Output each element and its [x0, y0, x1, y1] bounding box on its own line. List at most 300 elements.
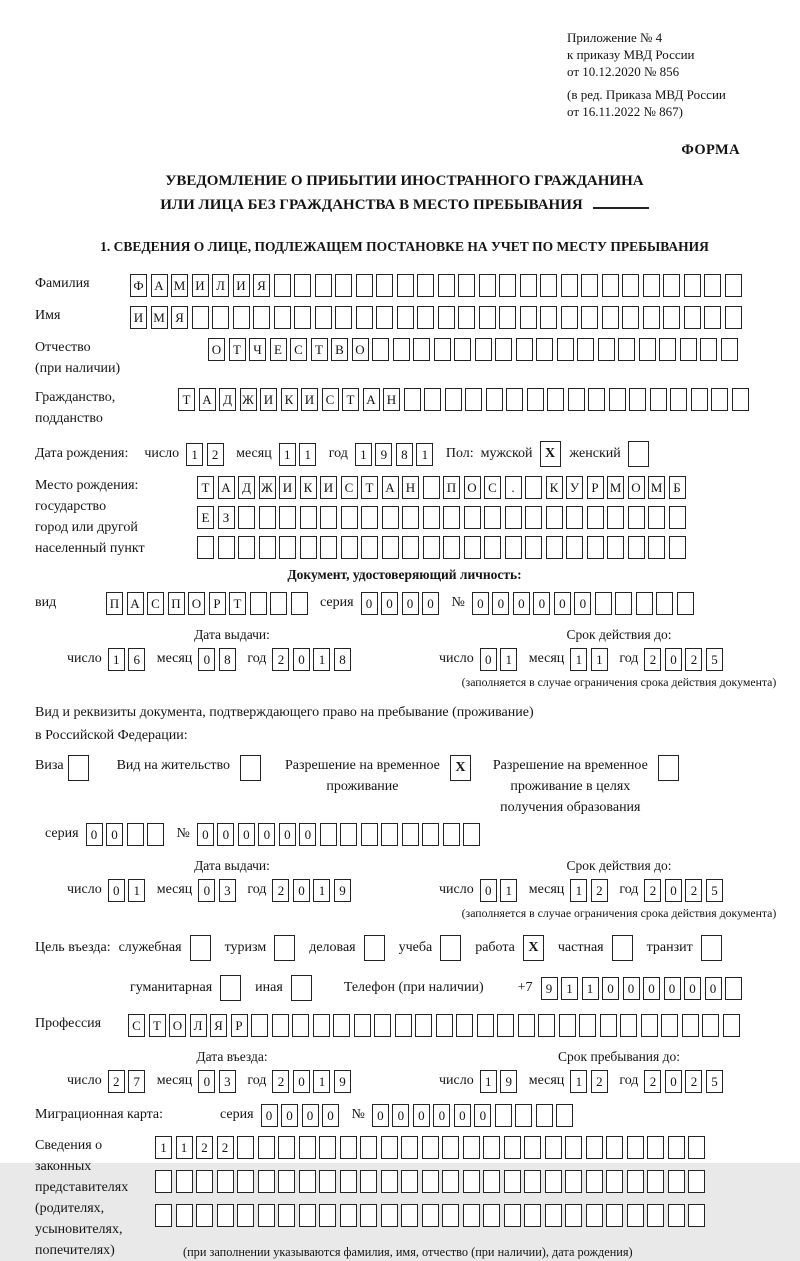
char-cell[interactable]: [360, 1204, 377, 1227]
char-cell[interactable]: [197, 536, 214, 559]
char-cell[interactable]: [545, 1136, 562, 1159]
char-cell[interactable]: [443, 536, 460, 559]
char-cell[interactable]: [620, 1014, 637, 1037]
char-cell[interactable]: [688, 1204, 705, 1227]
char-cell[interactable]: М: [607, 476, 624, 499]
char-cell[interactable]: [606, 1204, 623, 1227]
char-cell[interactable]: [546, 506, 563, 529]
char-cell[interactable]: 2: [108, 1070, 125, 1093]
char-cell[interactable]: [650, 388, 667, 411]
char-cell[interactable]: П: [106, 592, 123, 615]
char-cell[interactable]: [515, 1104, 532, 1127]
char-cell[interactable]: [668, 1204, 685, 1227]
char-cell[interactable]: [484, 506, 501, 529]
char-cell[interactable]: .: [505, 476, 522, 499]
official-checkbox[interactable]: [190, 935, 211, 961]
char-cell[interactable]: [516, 338, 533, 361]
char-cell[interactable]: А: [363, 388, 380, 411]
char-cell[interactable]: [587, 536, 604, 559]
char-cell[interactable]: [423, 506, 440, 529]
char-cell[interactable]: [636, 592, 653, 615]
char-cell[interactable]: [258, 1170, 275, 1193]
char-cell[interactable]: [499, 306, 516, 329]
char-cell[interactable]: [442, 1170, 459, 1193]
char-cell[interactable]: [315, 306, 332, 329]
char-cell[interactable]: Т: [229, 338, 246, 361]
char-cell[interactable]: [424, 388, 441, 411]
char-cell[interactable]: [618, 338, 635, 361]
char-cell[interactable]: [217, 1170, 234, 1193]
char-cell[interactable]: Р: [209, 592, 226, 615]
char-cell[interactable]: [682, 1014, 699, 1037]
char-cell[interactable]: 0: [372, 1104, 389, 1127]
char-cell[interactable]: [395, 1014, 412, 1037]
char-cell[interactable]: [565, 1170, 582, 1193]
char-cell[interactable]: [279, 506, 296, 529]
char-cell[interactable]: [607, 536, 624, 559]
char-cell[interactable]: 2: [685, 1070, 702, 1093]
char-cell[interactable]: [622, 306, 639, 329]
char-cell[interactable]: [319, 1204, 336, 1227]
char-cell[interactable]: [381, 1204, 398, 1227]
char-cell[interactable]: Я: [253, 274, 270, 297]
char-cell[interactable]: [536, 338, 553, 361]
char-cell[interactable]: 0: [492, 592, 509, 615]
char-cell[interactable]: 1: [582, 977, 599, 1000]
char-cell[interactable]: [434, 338, 451, 361]
char-cell[interactable]: [711, 388, 728, 411]
char-cell[interactable]: [538, 1014, 555, 1037]
char-cell[interactable]: Т: [178, 388, 195, 411]
char-cell[interactable]: [670, 388, 687, 411]
char-cell[interactable]: [300, 536, 317, 559]
char-cell[interactable]: [704, 274, 721, 297]
char-cell[interactable]: А: [199, 388, 216, 411]
char-cell[interactable]: 1: [570, 648, 587, 671]
char-cell[interactable]: [677, 592, 694, 615]
char-cell[interactable]: 0: [433, 1104, 450, 1127]
char-cell[interactable]: 5: [706, 879, 723, 902]
char-cell[interactable]: [320, 506, 337, 529]
char-cell[interactable]: 2: [272, 1070, 289, 1093]
char-cell[interactable]: [691, 388, 708, 411]
char-cell[interactable]: 0: [293, 879, 310, 902]
char-cell[interactable]: М: [171, 274, 188, 297]
char-cell[interactable]: 0: [533, 592, 550, 615]
char-cell[interactable]: [527, 388, 544, 411]
char-cell[interactable]: 2: [272, 879, 289, 902]
char-cell[interactable]: [354, 1014, 371, 1037]
char-cell[interactable]: 1: [155, 1136, 172, 1159]
char-cell[interactable]: [299, 1170, 316, 1193]
char-cell[interactable]: Т: [229, 592, 246, 615]
char-cell[interactable]: [258, 1136, 275, 1159]
char-cell[interactable]: К: [546, 476, 563, 499]
char-cell[interactable]: [376, 306, 393, 329]
char-cell[interactable]: 8: [334, 648, 351, 671]
char-cell[interactable]: П: [443, 476, 460, 499]
char-cell[interactable]: [581, 306, 598, 329]
char-cell[interactable]: 0: [480, 879, 497, 902]
char-cell[interactable]: [723, 1014, 740, 1037]
char-cell[interactable]: 0: [474, 1104, 491, 1127]
char-cell[interactable]: 1: [299, 443, 316, 466]
char-cell[interactable]: [422, 1204, 439, 1227]
char-cell[interactable]: [547, 388, 564, 411]
char-cell[interactable]: 8: [219, 648, 236, 671]
char-cell[interactable]: И: [233, 274, 250, 297]
char-cell[interactable]: Я: [171, 306, 188, 329]
char-cell[interactable]: [700, 338, 717, 361]
char-cell[interactable]: Л: [190, 1014, 207, 1037]
char-cell[interactable]: 0: [322, 1104, 339, 1127]
char-cell[interactable]: [725, 274, 742, 297]
char-cell[interactable]: [586, 1204, 603, 1227]
char-cell[interactable]: [561, 274, 578, 297]
char-cell[interactable]: [320, 823, 337, 846]
char-cell[interactable]: [319, 1170, 336, 1193]
char-cell[interactable]: [627, 1204, 644, 1227]
char-cell[interactable]: [661, 1014, 678, 1037]
char-cell[interactable]: [606, 1136, 623, 1159]
char-cell[interactable]: Т: [342, 388, 359, 411]
char-cell[interactable]: [259, 506, 276, 529]
char-cell[interactable]: 1: [313, 648, 330, 671]
char-cell[interactable]: О: [188, 592, 205, 615]
char-cell[interactable]: 0: [198, 648, 215, 671]
char-cell[interactable]: [499, 274, 516, 297]
char-cell[interactable]: [607, 506, 624, 529]
char-cell[interactable]: [299, 1204, 316, 1227]
char-cell[interactable]: [335, 306, 352, 329]
char-cell[interactable]: 6: [128, 648, 145, 671]
char-cell[interactable]: 2: [685, 648, 702, 671]
char-cell[interactable]: [668, 1170, 685, 1193]
char-cell[interactable]: 1: [128, 879, 145, 902]
char-cell[interactable]: 0: [472, 592, 489, 615]
char-cell[interactable]: [615, 592, 632, 615]
char-cell[interactable]: [556, 1104, 573, 1127]
char-cell[interactable]: 0: [238, 823, 255, 846]
char-cell[interactable]: [238, 506, 255, 529]
char-cell[interactable]: [520, 274, 537, 297]
char-cell[interactable]: А: [151, 274, 168, 297]
char-cell[interactable]: [565, 1136, 582, 1159]
char-cell[interactable]: Д: [238, 476, 255, 499]
char-cell[interactable]: 9: [541, 977, 558, 1000]
char-cell[interactable]: С: [484, 476, 501, 499]
female-checkbox[interactable]: [628, 441, 649, 467]
char-cell[interactable]: [561, 306, 578, 329]
char-cell[interactable]: [319, 1136, 336, 1159]
char-cell[interactable]: Е: [270, 338, 287, 361]
char-cell[interactable]: [463, 1136, 480, 1159]
char-cell[interactable]: 0: [705, 977, 722, 1000]
char-cell[interactable]: [217, 1204, 234, 1227]
char-cell[interactable]: 0: [392, 1104, 409, 1127]
char-cell[interactable]: [702, 1014, 719, 1037]
char-cell[interactable]: 1: [355, 443, 372, 466]
char-cell[interactable]: 9: [334, 1070, 351, 1093]
char-cell[interactable]: 5: [706, 1070, 723, 1093]
char-cell[interactable]: [663, 274, 680, 297]
char-cell[interactable]: [684, 306, 701, 329]
char-cell[interactable]: 9: [375, 443, 392, 466]
char-cell[interactable]: [422, 823, 439, 846]
char-cell[interactable]: [436, 1014, 453, 1037]
char-cell[interactable]: [540, 306, 557, 329]
char-cell[interactable]: [415, 1014, 432, 1037]
char-cell[interactable]: 9: [334, 879, 351, 902]
char-cell[interactable]: [294, 306, 311, 329]
char-cell[interactable]: [442, 1136, 459, 1159]
char-cell[interactable]: [274, 306, 291, 329]
char-cell[interactable]: 0: [261, 1104, 278, 1127]
char-cell[interactable]: [218, 536, 235, 559]
char-cell[interactable]: [382, 506, 399, 529]
char-cell[interactable]: [381, 823, 398, 846]
char-cell[interactable]: [341, 536, 358, 559]
char-cell[interactable]: [238, 536, 255, 559]
char-cell[interactable]: [505, 536, 522, 559]
male-checkbox[interactable]: X: [540, 441, 561, 467]
char-cell[interactable]: [274, 274, 291, 297]
char-cell[interactable]: Ф: [130, 274, 147, 297]
char-cell[interactable]: [381, 1170, 398, 1193]
char-cell[interactable]: [278, 1204, 295, 1227]
char-cell[interactable]: Т: [361, 476, 378, 499]
char-cell[interactable]: [524, 1136, 541, 1159]
char-cell[interactable]: [579, 1014, 596, 1037]
char-cell[interactable]: [484, 536, 501, 559]
char-cell[interactable]: [463, 1204, 480, 1227]
temp-residence-checkbox[interactable]: X: [450, 755, 471, 781]
char-cell[interactable]: [602, 306, 619, 329]
char-cell[interactable]: А: [127, 592, 144, 615]
char-cell[interactable]: [463, 1170, 480, 1193]
char-cell[interactable]: [423, 536, 440, 559]
char-cell[interactable]: 1: [313, 879, 330, 902]
char-cell[interactable]: [422, 1170, 439, 1193]
work-checkbox[interactable]: X: [523, 935, 544, 961]
char-cell[interactable]: [595, 592, 612, 615]
char-cell[interactable]: 1: [570, 879, 587, 902]
char-cell[interactable]: [475, 338, 492, 361]
char-cell[interactable]: [495, 338, 512, 361]
char-cell[interactable]: [361, 506, 378, 529]
char-cell[interactable]: [417, 274, 434, 297]
char-cell[interactable]: 0: [293, 648, 310, 671]
char-cell[interactable]: [294, 274, 311, 297]
char-cell[interactable]: [393, 338, 410, 361]
private-checkbox[interactable]: [612, 935, 633, 961]
char-cell[interactable]: [648, 536, 665, 559]
char-cell[interactable]: [486, 388, 503, 411]
char-cell[interactable]: [335, 274, 352, 297]
temp-residence-edu-checkbox[interactable]: [658, 755, 679, 781]
char-cell[interactable]: [525, 506, 542, 529]
char-cell[interactable]: [643, 306, 660, 329]
char-cell[interactable]: О: [208, 338, 225, 361]
char-cell[interactable]: 1: [561, 977, 578, 1000]
char-cell[interactable]: Т: [197, 476, 214, 499]
char-cell[interactable]: [397, 274, 414, 297]
char-cell[interactable]: М: [648, 476, 665, 499]
char-cell[interactable]: [315, 274, 332, 297]
char-cell[interactable]: 0: [574, 592, 591, 615]
char-cell[interactable]: [361, 823, 378, 846]
char-cell[interactable]: 0: [381, 592, 398, 615]
char-cell[interactable]: [586, 1170, 603, 1193]
char-cell[interactable]: С: [128, 1014, 145, 1037]
char-cell[interactable]: 1: [570, 1070, 587, 1093]
char-cell[interactable]: [647, 1170, 664, 1193]
char-cell[interactable]: [176, 1204, 193, 1227]
char-cell[interactable]: [212, 306, 229, 329]
char-cell[interactable]: [669, 536, 686, 559]
char-cell[interactable]: [628, 506, 645, 529]
char-cell[interactable]: [272, 1014, 289, 1037]
char-cell[interactable]: [483, 1170, 500, 1193]
char-cell[interactable]: 2: [685, 879, 702, 902]
char-cell[interactable]: [404, 388, 421, 411]
char-cell[interactable]: 0: [281, 1104, 298, 1127]
char-cell[interactable]: В: [331, 338, 348, 361]
char-cell[interactable]: О: [169, 1014, 186, 1037]
char-cell[interactable]: [233, 306, 250, 329]
char-cell[interactable]: [540, 274, 557, 297]
char-cell[interactable]: [402, 506, 419, 529]
char-cell[interactable]: [292, 1014, 309, 1037]
char-cell[interactable]: [299, 1136, 316, 1159]
char-cell[interactable]: 0: [279, 823, 296, 846]
char-cell[interactable]: [382, 536, 399, 559]
char-cell[interactable]: 0: [665, 879, 682, 902]
char-cell[interactable]: 0: [302, 1104, 319, 1127]
char-cell[interactable]: Т: [149, 1014, 166, 1037]
char-cell[interactable]: Ж: [240, 388, 257, 411]
char-cell[interactable]: Ж: [259, 476, 276, 499]
char-cell[interactable]: [463, 823, 480, 846]
char-cell[interactable]: К: [300, 476, 317, 499]
char-cell[interactable]: 1: [279, 443, 296, 466]
char-cell[interactable]: Ч: [249, 338, 266, 361]
char-cell[interactable]: [340, 1136, 357, 1159]
char-cell[interactable]: [360, 1136, 377, 1159]
char-cell[interactable]: Т: [311, 338, 328, 361]
char-cell[interactable]: [643, 274, 660, 297]
char-cell[interactable]: [557, 338, 574, 361]
char-cell[interactable]: 0: [361, 592, 378, 615]
char-cell[interactable]: 1: [176, 1136, 193, 1159]
char-cell[interactable]: Р: [231, 1014, 248, 1037]
char-cell[interactable]: [559, 1014, 576, 1037]
char-cell[interactable]: 0: [258, 823, 275, 846]
char-cell[interactable]: [360, 1170, 377, 1193]
char-cell[interactable]: К: [281, 388, 298, 411]
residence-permit-checkbox[interactable]: [240, 755, 261, 781]
char-cell[interactable]: [458, 274, 475, 297]
char-cell[interactable]: [279, 536, 296, 559]
char-cell[interactable]: 1: [591, 648, 608, 671]
char-cell[interactable]: И: [130, 306, 147, 329]
char-cell[interactable]: 0: [217, 823, 234, 846]
char-cell[interactable]: [417, 306, 434, 329]
char-cell[interactable]: [381, 1136, 398, 1159]
char-cell[interactable]: 0: [513, 592, 530, 615]
char-cell[interactable]: [458, 306, 475, 329]
char-cell[interactable]: Я: [210, 1014, 227, 1037]
char-cell[interactable]: [479, 274, 496, 297]
char-cell[interactable]: У: [566, 476, 583, 499]
char-cell[interactable]: [668, 1136, 685, 1159]
char-cell[interactable]: 0: [454, 1104, 471, 1127]
char-cell[interactable]: [565, 1204, 582, 1227]
char-cell[interactable]: [606, 1170, 623, 1193]
char-cell[interactable]: [454, 338, 471, 361]
char-cell[interactable]: [259, 536, 276, 559]
char-cell[interactable]: Л: [212, 274, 229, 297]
char-cell[interactable]: [627, 1170, 644, 1193]
char-cell[interactable]: 2: [644, 1070, 661, 1093]
char-cell[interactable]: 0: [480, 648, 497, 671]
char-cell[interactable]: 1: [416, 443, 433, 466]
char-cell[interactable]: П: [168, 592, 185, 615]
char-cell[interactable]: [445, 388, 462, 411]
char-cell[interactable]: [176, 1170, 193, 1193]
char-cell[interactable]: [504, 1136, 521, 1159]
char-cell[interactable]: 0: [198, 879, 215, 902]
char-cell[interactable]: 1: [480, 1070, 497, 1093]
char-cell[interactable]: [504, 1204, 521, 1227]
char-cell[interactable]: 0: [198, 1070, 215, 1093]
char-cell[interactable]: [127, 823, 144, 846]
char-cell[interactable]: [278, 1136, 295, 1159]
char-cell[interactable]: [641, 1014, 658, 1037]
business-checkbox[interactable]: [364, 935, 385, 961]
char-cell[interactable]: [609, 388, 626, 411]
char-cell[interactable]: [495, 1104, 512, 1127]
char-cell[interactable]: [577, 338, 594, 361]
char-cell[interactable]: [627, 1136, 644, 1159]
char-cell[interactable]: [258, 1204, 275, 1227]
char-cell[interactable]: И: [279, 476, 296, 499]
char-cell[interactable]: 2: [644, 648, 661, 671]
char-cell[interactable]: [340, 823, 357, 846]
char-cell[interactable]: [464, 506, 481, 529]
char-cell[interactable]: С: [290, 338, 307, 361]
char-cell[interactable]: Д: [219, 388, 236, 411]
char-cell[interactable]: [598, 338, 615, 361]
char-cell[interactable]: [732, 388, 749, 411]
char-cell[interactable]: [372, 338, 389, 361]
char-cell[interactable]: [479, 306, 496, 329]
char-cell[interactable]: 0: [86, 823, 103, 846]
char-cell[interactable]: [520, 306, 537, 329]
char-cell[interactable]: [518, 1014, 535, 1037]
char-cell[interactable]: Б: [669, 476, 686, 499]
char-cell[interactable]: [566, 536, 583, 559]
char-cell[interactable]: [333, 1014, 350, 1037]
other-checkbox[interactable]: [291, 975, 312, 1001]
char-cell[interactable]: 0: [554, 592, 571, 615]
char-cell[interactable]: [356, 274, 373, 297]
char-cell[interactable]: [196, 1204, 213, 1227]
char-cell[interactable]: 0: [602, 977, 619, 1000]
char-cell[interactable]: [688, 1170, 705, 1193]
char-cell[interactable]: А: [382, 476, 399, 499]
char-cell[interactable]: 0: [413, 1104, 430, 1127]
